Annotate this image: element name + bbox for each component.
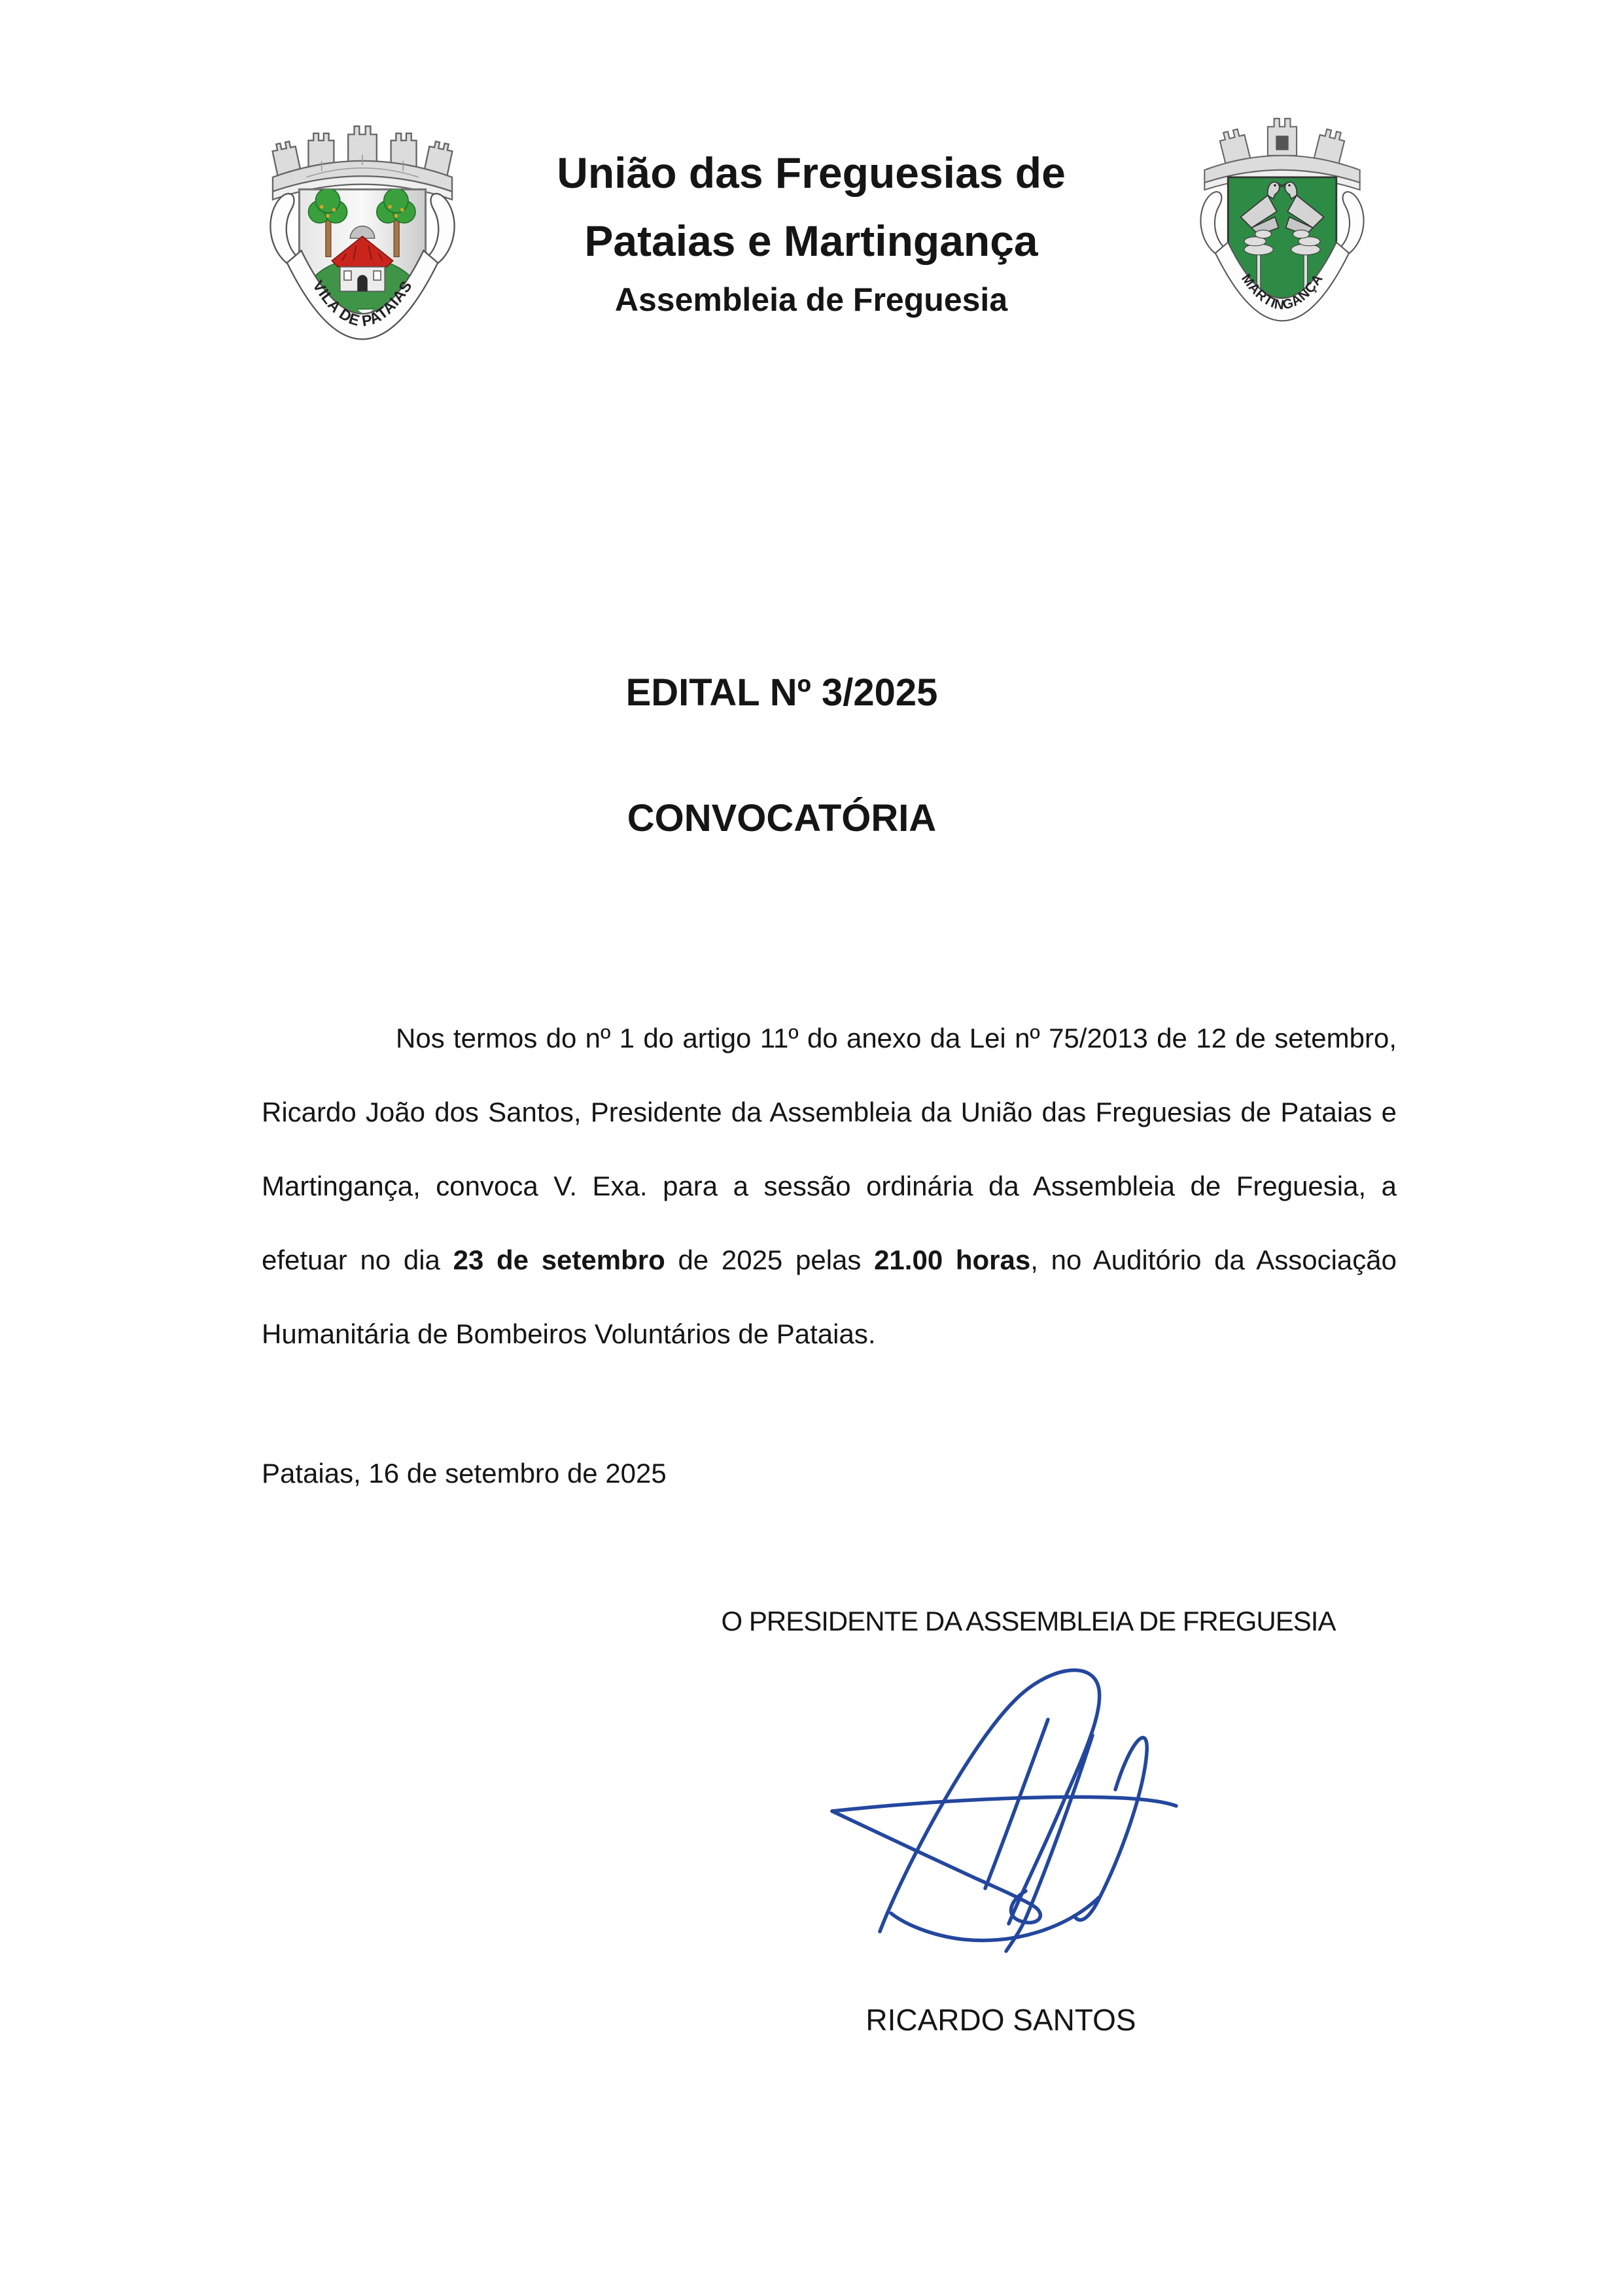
signer-name: RICARDO SANTOS — [865, 2003, 1136, 2037]
body-text-segment: , no Auditório da Associação Humanitária de Bombeiros Voluntários de Pataias. — [262, 1245, 1397, 1349]
crest-martinganca-icon — [1192, 109, 1372, 334]
convocatoria-subtitle: CONVOCATÓRIA — [627, 797, 937, 839]
left-crest-motto: VILA DE PATAIAS — [309, 277, 415, 330]
org-name-line2: Pataias e Martingança — [584, 217, 1038, 265]
meeting-time-bold: 21.00 horas — [874, 1245, 1031, 1275]
org-name-line3: Assembleia de Freguesia — [614, 281, 1008, 318]
org-name-line1: União das Freguesias de — [557, 149, 1066, 197]
crest-vila-de-pataias-icon — [260, 110, 464, 349]
body-text-segment: de 2025 pelas — [665, 1245, 875, 1275]
meeting-date-bold: 23 de setembro — [453, 1245, 665, 1275]
body-paragraph — [262, 1001, 1397, 1371]
president-caption: O PRESIDENTE DA ASSEMBLEIA DE FREGUESIA — [721, 1606, 1336, 1636]
header-title-block — [484, 139, 1138, 325]
right-crest-motto: MARTINGANÇA — [1238, 271, 1326, 313]
body-text-segment: Nos termos do nº 1 do artigo 11º do anexo da Lei nº 75/2013 de 12 de setembro, Ricardo João dos Santos, Presidente da Assembleia da União das Freguesias de Pataias e Martingança, convoca V. Exa. para a sessão ordinária da Assembleia de Freguesia, a efetuar no dia — [262, 1023, 1397, 1275]
edital-title: EDITAL Nº 3/2025 — [625, 671, 938, 714]
handwritten-signature — [818, 1649, 1197, 1956]
place-date-line: Pataias, 16 de setembro de 2025 — [262, 1458, 667, 1489]
